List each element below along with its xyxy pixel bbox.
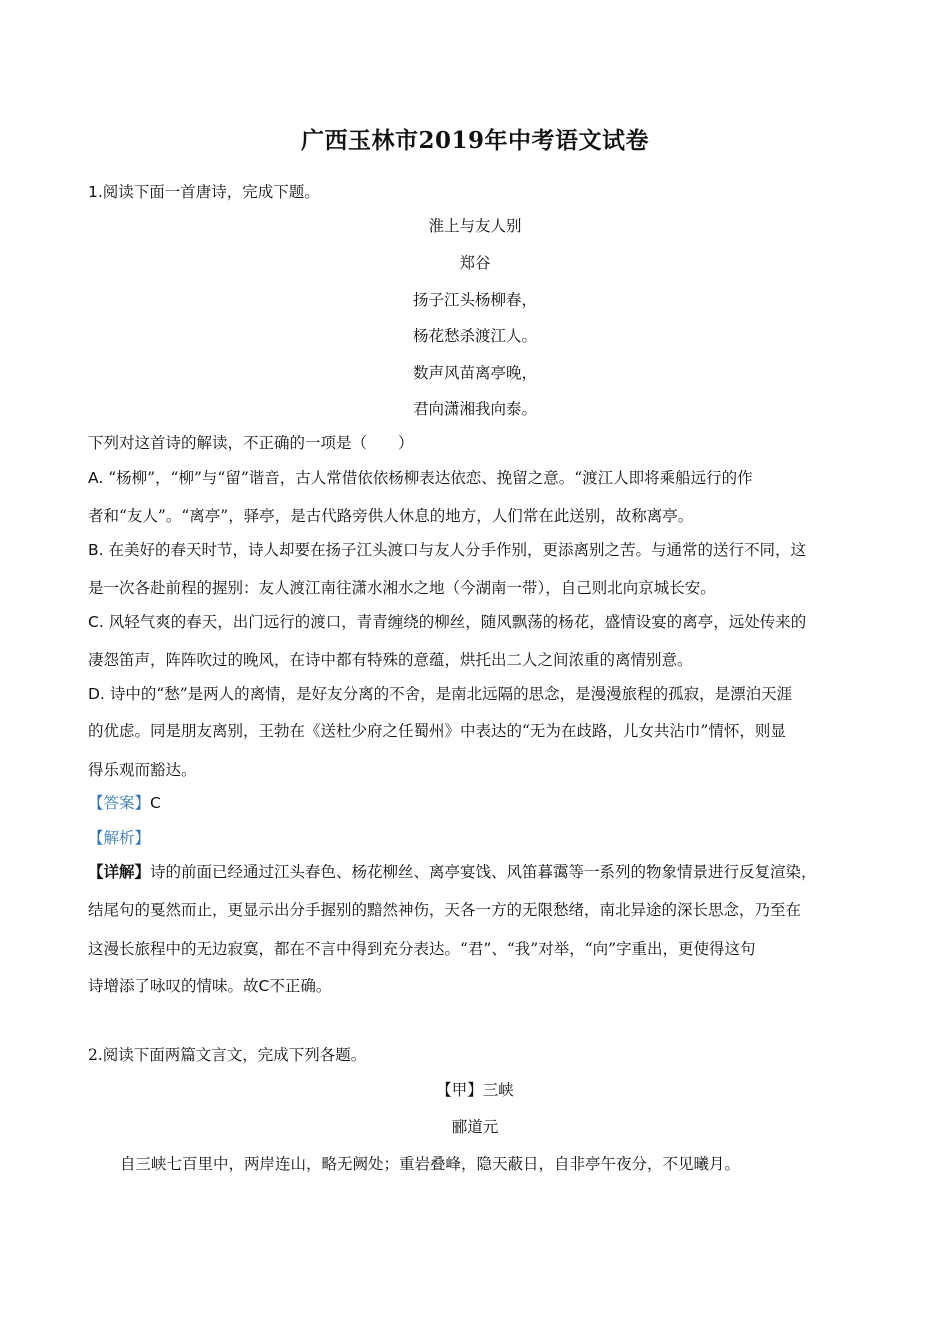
detail-line-3: 这漫长旅程中的无边寂寞，都在不言中得到充分表达。“君”、“我”对举，“向”字重出，更使得这句 [88, 940, 756, 958]
page-title: 广西玉林市2019年中考语文试卷 [300, 127, 649, 154]
detail-line-4 [88, 976, 878, 996]
answer-value: C [150, 794, 161, 812]
q2-text-title: 【甲】三峡 [436, 1081, 514, 1099]
detail-text-4-post: 不正确。 [269, 977, 332, 995]
q1-prompt-text: 1.阅读下面一首唐诗，完成下题。 [88, 183, 320, 201]
poem-line-3: 数声风苗离亭晚， [412, 364, 537, 382]
option-d-text-1: 诗中的“愁”是两人的离情，是好友分离的不舍，是南北远隔的思念，是漫漫旅程的孤寂，是漂泊天涯 [109, 685, 793, 703]
analysis-line [88, 828, 878, 848]
q1-question: 下列对这首诗的解读，不正确的一项是（ ） [88, 434, 414, 452]
option-d-line-2: 的优虑。同是朋友离别，王勃在《送杜少府之任蜀州》中表达的“无为在歧路，儿女共沾巾”情怀，则显 [88, 722, 786, 740]
detail-tag: 【详解】 [88, 862, 151, 881]
q2-text-author: 郦道元 [451, 1118, 499, 1136]
option-a-line-1 [88, 468, 878, 488]
option-a-line-2: 者和“友人”。“离亭”，驿亭，是古代路旁供人休息的地方，人们常在此送别，故称离亭。 [88, 507, 694, 525]
answer-line [88, 793, 878, 813]
option-c-label: C. [88, 613, 104, 631]
option-c-text-1: 风轻气爽的春天，出门远行的渡口，青青缠绕的柳丝，随风飘荡的杨花，盛情设宴的离亭，远处传来的 [108, 613, 807, 631]
detail-text-4-letter: C [258, 977, 270, 995]
poem-title: 淮上与友人别 [428, 217, 522, 235]
detail-text-4-pre: 诗增添了咏叹的情味。故 [88, 977, 259, 995]
detail-line-1 [88, 862, 878, 882]
option-d-line-3: 得乐观而豁达。 [88, 761, 197, 779]
option-d-label: D. [88, 685, 105, 703]
poem-line-2: 杨花愁杀渡江人。 [412, 327, 537, 345]
option-d-line-1 [88, 684, 878, 704]
detail-line-2: 结尾句的戛然而止，更显示出分手握别的黯然神伤，天各一方的无限愁绪，南北异途的深长思念，乃至在 [88, 901, 802, 919]
option-b-line-1 [88, 540, 878, 560]
poem-line-4: 君向潇湘我向泰。 [412, 400, 537, 418]
detail-text-1: 诗的前面已经通过江头春色、杨花柳丝、离亭宴饯、风笛暮霭等一系列的物象情景进行反复渲染， [150, 863, 817, 881]
poem-line-1: 扬子江头杨柳春， [412, 291, 537, 309]
option-a-label: A. [88, 469, 104, 487]
option-c-line-2: 凄怨笛声，阵阵吹过的晚风，在诗中都有特殊的意蕴，烘托出二人之间浓重的离情别意。 [88, 651, 693, 669]
option-c-line-1 [88, 612, 878, 632]
q2-text-line-1: 自三峡七百里中，两岸连山，略无阙处；重岩叠峰，隐天蔽日，自非亭午夜分，不见曦月。 [120, 1155, 741, 1173]
q2-prompt: 2.阅读下面两篇文言文，完成下列各题。 [88, 1046, 367, 1064]
option-b-text-1: 在美好的春天时节，诗人却要在扬子江头渡口与友人分手作别，更添离别之苦。与通常的送行不同，这 [108, 541, 807, 559]
analysis-tag: 【解析】 [88, 829, 151, 847]
q1-prompt [88, 182, 878, 202]
option-b-line-2: 是一次各赴前程的握别：友人渡江南往潇水湘水之地（今湖南一带），自己则北向京城长安。 [88, 579, 716, 597]
option-b-label: B. [88, 541, 104, 559]
answer-tag: 【答案】 [88, 794, 151, 812]
option-a-text-1: “杨柳”，“柳”与“留”谐音，古人常借依依杨柳表达依恋、挽留之意。“渡江人即将乘船远行的作 [108, 469, 753, 487]
poem-author: 郑谷 [459, 254, 491, 272]
